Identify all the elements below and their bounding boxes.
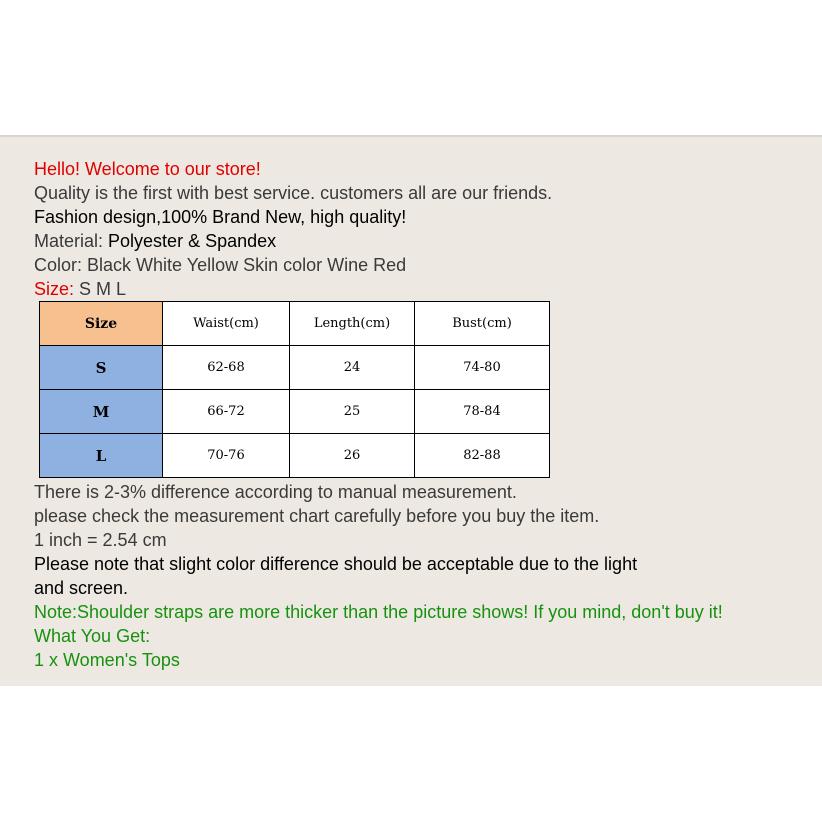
quality-text: Quality is the first with best service. customers all are our friends. <box>34 183 553 203</box>
material-value: Polyester & Spandex <box>103 231 277 251</box>
length-cell: 25 <box>290 390 415 434</box>
material-label: Material: <box>34 231 104 251</box>
header-size: Size <box>40 302 163 346</box>
bust-cell: 74-80 <box>415 346 550 390</box>
waist-cell: 62-68 <box>163 346 290 390</box>
size-cell: S <box>40 346 163 390</box>
package-contents-text: 1 x Women's Tops <box>34 650 180 670</box>
table-row <box>40 434 550 478</box>
size-value: S M L <box>74 279 127 299</box>
color-note-line-1: Please note that slight color difference should be acceptable due to the light <box>34 554 638 574</box>
bust-cell: 78-84 <box>415 390 550 434</box>
table-row <box>40 346 550 390</box>
size-chart-table <box>39 301 550 478</box>
difference-text: There is 2-3% difference according to manual measurement. <box>34 482 517 502</box>
material-line <box>34 229 276 253</box>
what-you-get-heading: What You Get: <box>34 626 151 646</box>
inch-text: 1 inch = 2.54 cm <box>34 530 167 550</box>
size-chart-header-row <box>40 302 550 346</box>
color-note-line-2: and screen. <box>34 578 129 598</box>
check-text: please check the measurement chart carefully before you buy the item. <box>34 506 600 526</box>
length-cell: 24 <box>290 346 415 390</box>
size-label: Size: <box>34 279 75 299</box>
waist-cell: 66-72 <box>163 390 290 434</box>
color-value: Black White Yellow Skin color Wine Red <box>82 255 407 275</box>
size-cell: L <box>40 434 163 478</box>
greeting-text: Hello! Welcome to our store! <box>34 159 261 179</box>
shoulder-note-text: Note:Shoulder straps are more thicker than the picture shows! If you mind, don't buy it! <box>34 602 723 622</box>
table-row <box>40 390 550 434</box>
size-cell: M <box>40 390 163 434</box>
header-length: Length(cm) <box>290 302 415 346</box>
bust-cell: 82-88 <box>415 434 550 478</box>
fashion-text: Fashion design,100% Brand New, high quality! <box>34 207 407 227</box>
length-cell: 26 <box>290 434 415 478</box>
color-line <box>34 253 406 277</box>
header-bust: Bust(cm) <box>415 302 550 346</box>
waist-cell: 70-76 <box>163 434 290 478</box>
size-line <box>34 277 126 301</box>
header-waist: Waist(cm) <box>163 302 290 346</box>
color-label: Color: <box>34 255 83 275</box>
